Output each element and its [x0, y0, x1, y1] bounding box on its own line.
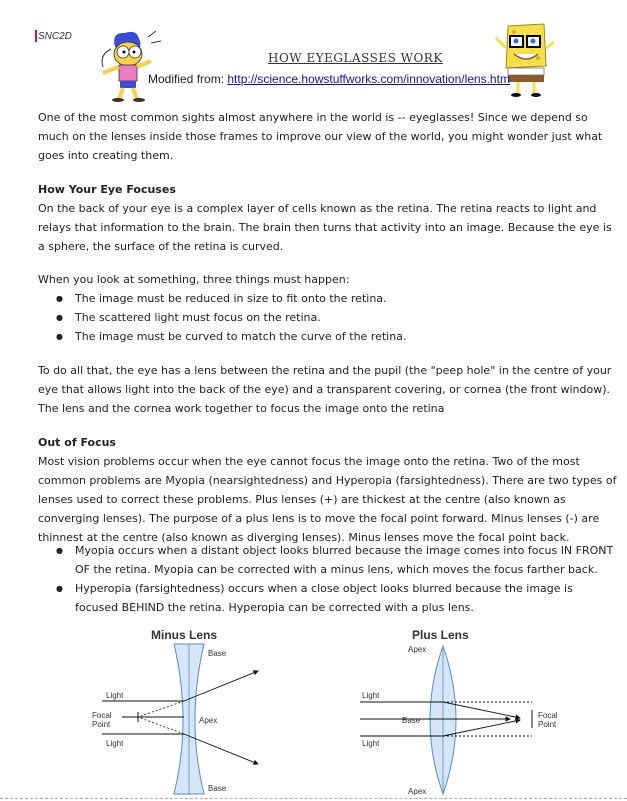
source-prefix: Modified from:	[148, 72, 228, 86]
minus-focal-label: Focal	[92, 711, 112, 720]
minus-lens-diagram	[88, 626, 303, 798]
three-things-list	[56, 289, 616, 346]
section-focus-body: On the back of your eye is a complex layer of cells known as the retina. The retina reacts to light and relays that information to the brain. The brain then turns that activity into an image. Because the eye is a sphere, the surface of the retina is curved.	[38, 202, 612, 253]
page-break-line	[0, 798, 627, 799]
plus-base-label: Base	[402, 716, 421, 725]
source-line	[148, 72, 510, 86]
plus-light-top-label: Light	[362, 691, 380, 700]
cursor-mark	[35, 30, 37, 42]
plus-light-bottom-label: Light	[362, 739, 380, 748]
minus-base-top-label: Base	[208, 649, 227, 658]
plus-lens-diagram	[360, 626, 575, 798]
plus-apex-top-label: Apex	[408, 645, 427, 654]
list-item: ● Hyperopia (farsightedness) occurs when a close object looks blurred because the image is focused BEHIND the retina. Hyperopia can be corrected with a plus lens.	[56, 579, 616, 617]
cartoon-boy-illustration	[93, 27, 163, 102]
list-item: ● The image must be curved to match the curve of the retina.	[56, 327, 616, 346]
list-item: ● The scattered light must focus on the retina.	[56, 308, 616, 327]
intro-paragraph: One of the most common sights almost anywhere in the world is -- eyeglasses! Since we depend so much on the lenses inside those frames to improve our view of the world, you might wonder just what goes into creating them.	[38, 111, 603, 162]
plus-lens-title: Plus Lens	[412, 628, 469, 642]
section-heading-out-of-focus: Out of Focus	[38, 436, 116, 449]
minus-light-top-label: Light	[106, 691, 124, 700]
list-item: ● The image must be reduced in size to fit onto the retina.	[56, 289, 616, 308]
minus-apex-label: Apex	[199, 716, 218, 725]
section-out-of-focus-body: Most vision problems occur when the eye cannot focus the image onto the retina. Two of the most common problems are Myopia (nearsightedness) and Hyperopia (farsightedness). There are two types of lenses used to correct these problems. Plus lenses (+) are thickest at the centre (also known as converging lenses). The purpose of a plus lens is to move the focal point forward. Minus lenses (-) are thinnest at the centre (also known as diverging lenses). Minus lenses move the focal point back.	[38, 455, 617, 544]
minus-lens-title: Minus Lens	[151, 628, 218, 642]
minus-base-bottom-label: Base	[208, 784, 227, 793]
page-title: HOW EYEGLASSES WORK	[268, 51, 443, 65]
lens-cornea-paragraph: To do all that, the eye has a lens between the retina and the pupil (the "peep hole" in the centre of your eye that allows light into the back of the eye) and a transparent covering, or cornea (the front window). The lens and the cornea work together to focus the image onto the retina	[38, 364, 612, 415]
cartoon-sponge-illustration	[494, 18, 556, 98]
list-item: ● Myopia occurs when a distant object looks blurred because the image comes into focus IN FRONT OF the retina. Myopia can be corrected with a minus lens, which moves the focus farther back.	[56, 541, 616, 579]
plus-apex-bottom-label: Apex	[408, 787, 427, 796]
minus-point-label: Point	[92, 720, 111, 729]
plus-point-label: Point	[538, 720, 557, 729]
minus-light-bottom-label: Light	[106, 739, 124, 748]
section-heading-focus: How Your Eye Focuses	[38, 183, 176, 196]
course-code: SNC2D	[38, 31, 72, 42]
three-things-lead: When you look at something, three things must happen:	[38, 273, 350, 286]
vision-problems-list	[56, 541, 616, 617]
source-link[interactable]: http://science.howstuffworks.com/innovation/lens.htm	[227, 72, 510, 86]
plus-focal-label: Focal	[538, 711, 558, 720]
